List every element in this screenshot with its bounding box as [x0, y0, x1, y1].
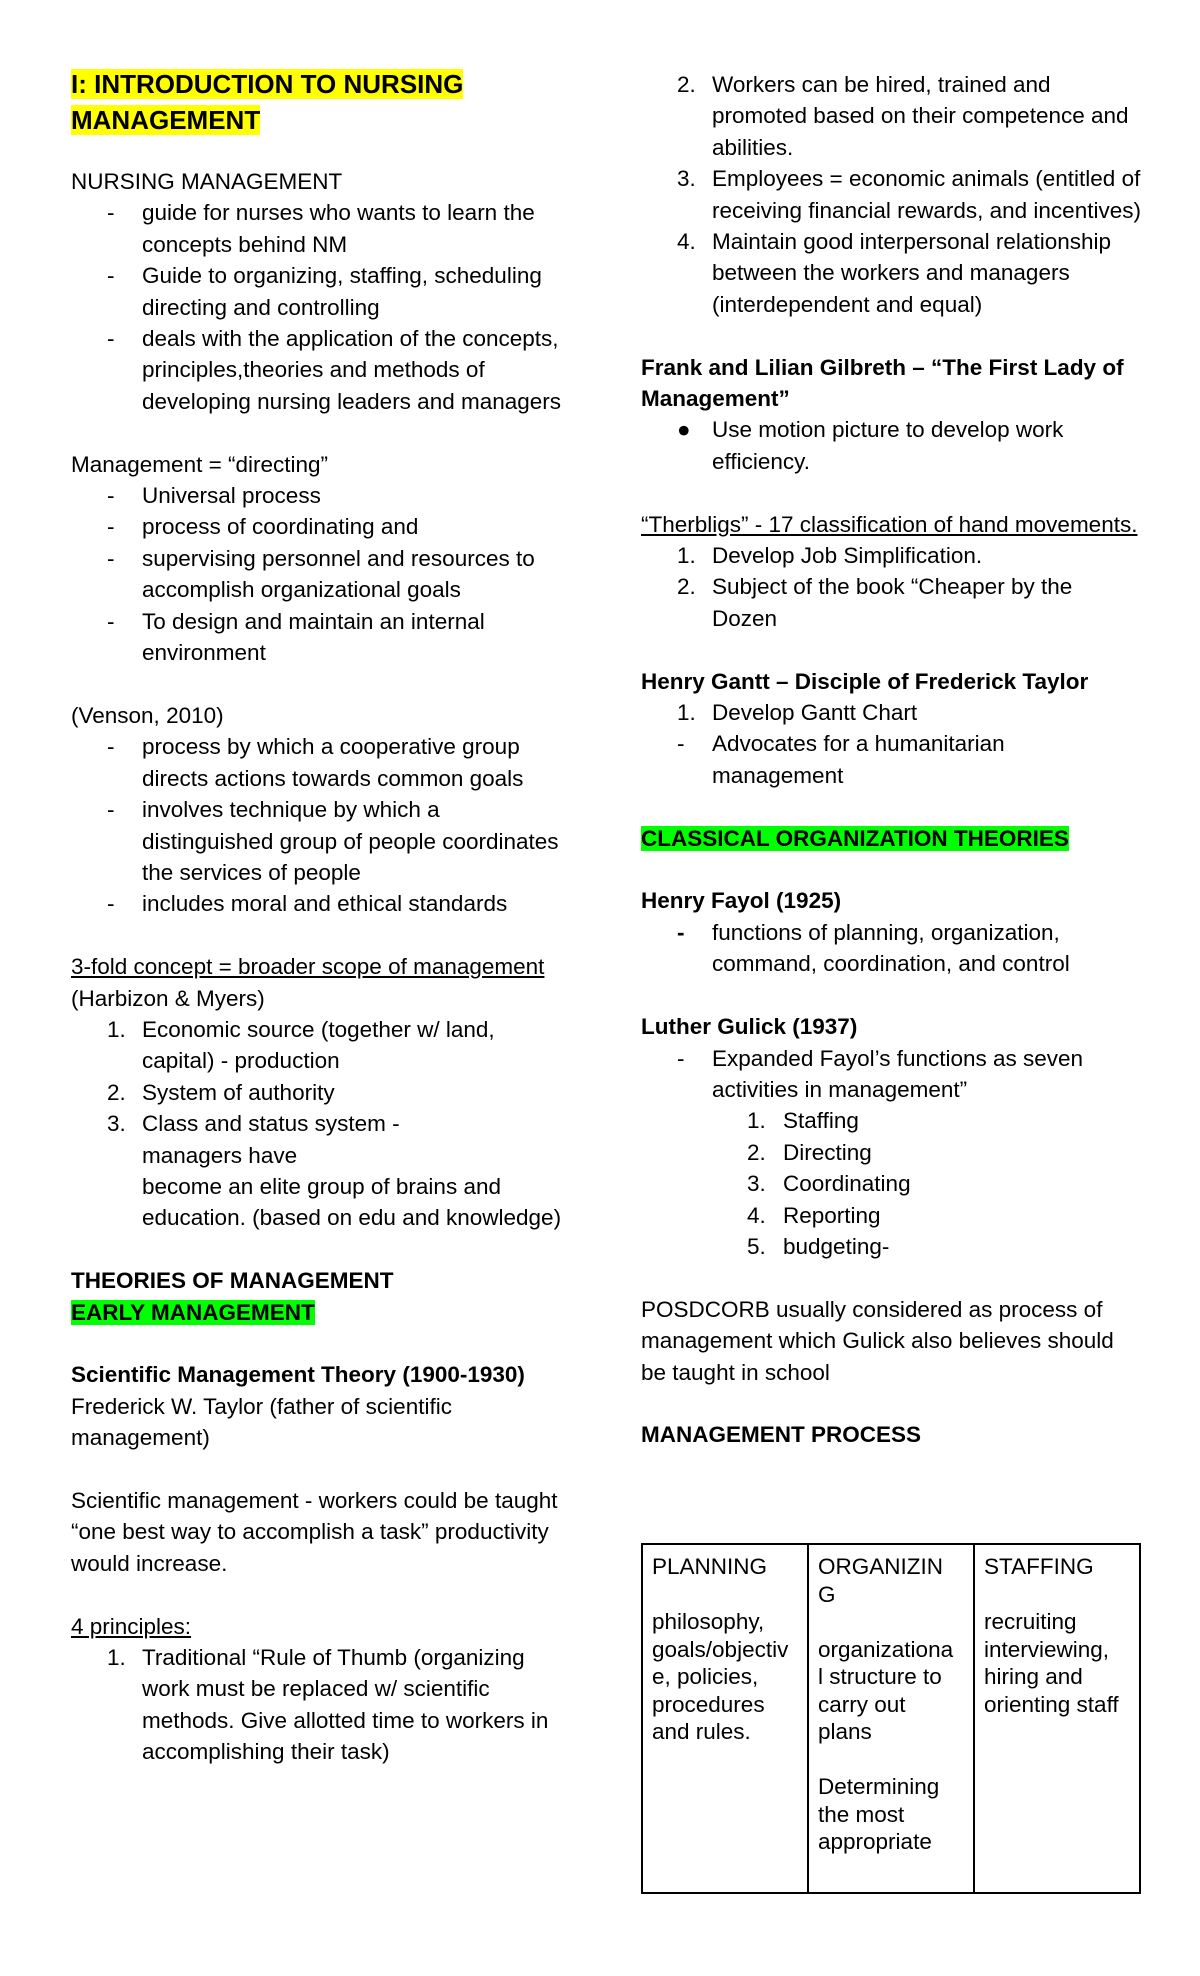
theories-heading: THEORIES OF MANAGEMENT	[71, 1268, 394, 1294]
management-heading: Management = “directing”	[71, 451, 329, 477]
management-list	[71, 480, 571, 668]
early-management-heading: EARLY MANAGEMENT	[71, 1299, 315, 1325]
list-item: 4. Reporting	[747, 1202, 881, 1228]
list-item: 4. Maintain good interpersonal relationship between the workers and managers (interdependent and equal)	[677, 229, 1112, 317]
list-item-continuation: become an elite group of brains and education. (based on edu and knowledge)	[142, 1173, 562, 1231]
list-item: 1. Economic source (together w/ land, capital) - production	[107, 1016, 495, 1074]
left-column	[71, 69, 571, 1768]
list-item: - functions of planning, organization, command, coordination, and control	[677, 919, 1070, 977]
list-item: 1. Staffing	[747, 1108, 859, 1134]
list-item: - includes moral and ethical standards	[107, 891, 508, 917]
organizing-text-2: Determining the most appropriate	[818, 1774, 940, 1854]
staffing-text: recruiting interviewing, hiring and orienting staff	[984, 1609, 1119, 1717]
planning-header: PLANNING	[652, 1554, 768, 1579]
list-item: 1. Develop Gantt Chart	[677, 700, 918, 726]
table-row	[642, 1544, 1140, 1893]
fayol-heading: Henry Fayol (1925)	[641, 888, 842, 914]
principles-list-continued	[641, 69, 1141, 320]
threefold-list	[71, 1014, 571, 1234]
gulick-list	[641, 1043, 1141, 1106]
gilbreth-list	[641, 414, 1141, 477]
list-item: 2. System of authority	[107, 1079, 335, 1105]
organizing-text-1: organizationa l structure to carry out plans	[818, 1636, 954, 1744]
list-item: ● Use motion picture to develop work efficiency.	[677, 417, 1064, 474]
right-column	[641, 69, 1141, 1451]
scientific-management-theory-heading: Scientific Management Theory (1900-1930)	[71, 1362, 525, 1388]
management-process-table	[641, 1543, 1141, 1894]
principles-list	[71, 1642, 571, 1768]
list-item: - To design and maintain an internal environment	[107, 608, 485, 666]
organizing-cell	[808, 1544, 974, 1893]
fayol-list	[641, 917, 1141, 980]
list-item: - Expanded Fayol’s functions as seven activities in management”	[677, 1045, 1084, 1102]
list-item: 3. Coordinating	[747, 1171, 911, 1197]
planning-cell	[642, 1544, 808, 1893]
therbligs-heading: “Therbligs” - 17 classification of hand movements.	[641, 511, 1138, 537]
posdcorb-text: POSDCORB usually considered as process of management which Gulick also believes should be taught in school	[641, 1296, 1114, 1385]
list-item: 3. Class and status system - managers have	[107, 1111, 400, 1168]
classical-theories-heading: CLASSICAL ORGANIZATION THEORIES	[641, 825, 1069, 851]
principles-heading: 4 principles:	[71, 1613, 192, 1639]
list-item: 2. Directing	[747, 1139, 872, 1165]
list-item: - Guide to organizing, staffing, scheduling directing and controlling	[107, 263, 542, 320]
gilbreth-heading: Frank and Lilian Gilbreth – “The First Lady of Management”	[641, 354, 1124, 412]
list-item: 2. Workers can be hired, trained and promoted based on their competence and abilities.	[677, 72, 1129, 160]
list-item: 3. Employees = economic animals (entitled of receiving financial rewards, and incentives)	[677, 166, 1141, 223]
staffing-header: STAFFING	[984, 1554, 1094, 1579]
list-item: - deals with the application of the concepts, principles,theories and methods of developing nursing leaders and managers	[107, 326, 562, 414]
organizing-header: ORGANIZIN G	[818, 1554, 944, 1607]
title-line-2: MANAGEMENT	[71, 105, 261, 135]
list-item: - guide for nurses who wants to learn the concepts behind NM	[107, 200, 535, 257]
gulick-sublist	[641, 1105, 1141, 1262]
staffing-cell	[974, 1544, 1140, 1893]
management-process-heading: MANAGEMENT PROCESS	[641, 1422, 922, 1448]
venson-heading: (Venson, 2010)	[71, 702, 224, 728]
list-item: - process by which a cooperative group directs actions towards common goals	[107, 734, 524, 791]
gantt-heading: Henry Gantt – Disciple of Frederick Taylor	[641, 668, 1089, 694]
title-line-1: I: INTRODUCTION TO NURSING	[71, 69, 464, 99]
list-item: 2. Subject of the book “Cheaper by the Dozen	[677, 574, 1073, 631]
threefold-concept-heading: 3-fold concept = broader scope of management (Harbizon & Myers)	[71, 954, 545, 1011]
planning-text: philosophy, goals/objectiv e, policies, procedures and rules.	[652, 1609, 789, 1744]
gantt-list	[641, 697, 1141, 791]
list-item: - supervising personnel and resources to accomplish organizational goals	[107, 545, 535, 603]
therbligs-list	[641, 540, 1141, 634]
list-item: 1. Traditional “Rule of Thumb (organizing work must be replaced w/ scientific methods. Give allotted time to workers in accomplishing their task)	[107, 1644, 549, 1765]
nursing-management-heading: NURSING MANAGEMENT	[71, 169, 343, 194]
document-title	[71, 66, 571, 138]
gulick-heading: Luther Gulick (1937)	[641, 1014, 858, 1040]
list-item: - Advocates for a humanitarian management	[677, 731, 1005, 788]
scientific-management-text: Scientific management - workers could be taught “one best way to accomplish a task” productivity would increase.	[71, 1487, 558, 1576]
list-item: - Universal process	[107, 483, 321, 509]
list-item: 5. budgeting-	[747, 1233, 890, 1259]
list-item: - process of coordinating and	[107, 514, 419, 540]
list-item: 1. Develop Job Simplification.	[677, 543, 983, 569]
taylor-text: Frederick W. Taylor (father of scientific management)	[71, 1393, 452, 1451]
list-item: - involves technique by which a distinguished group of people coordinates the services of people	[107, 797, 559, 885]
venson-list	[71, 731, 571, 919]
nursing-management-list	[71, 197, 571, 417]
